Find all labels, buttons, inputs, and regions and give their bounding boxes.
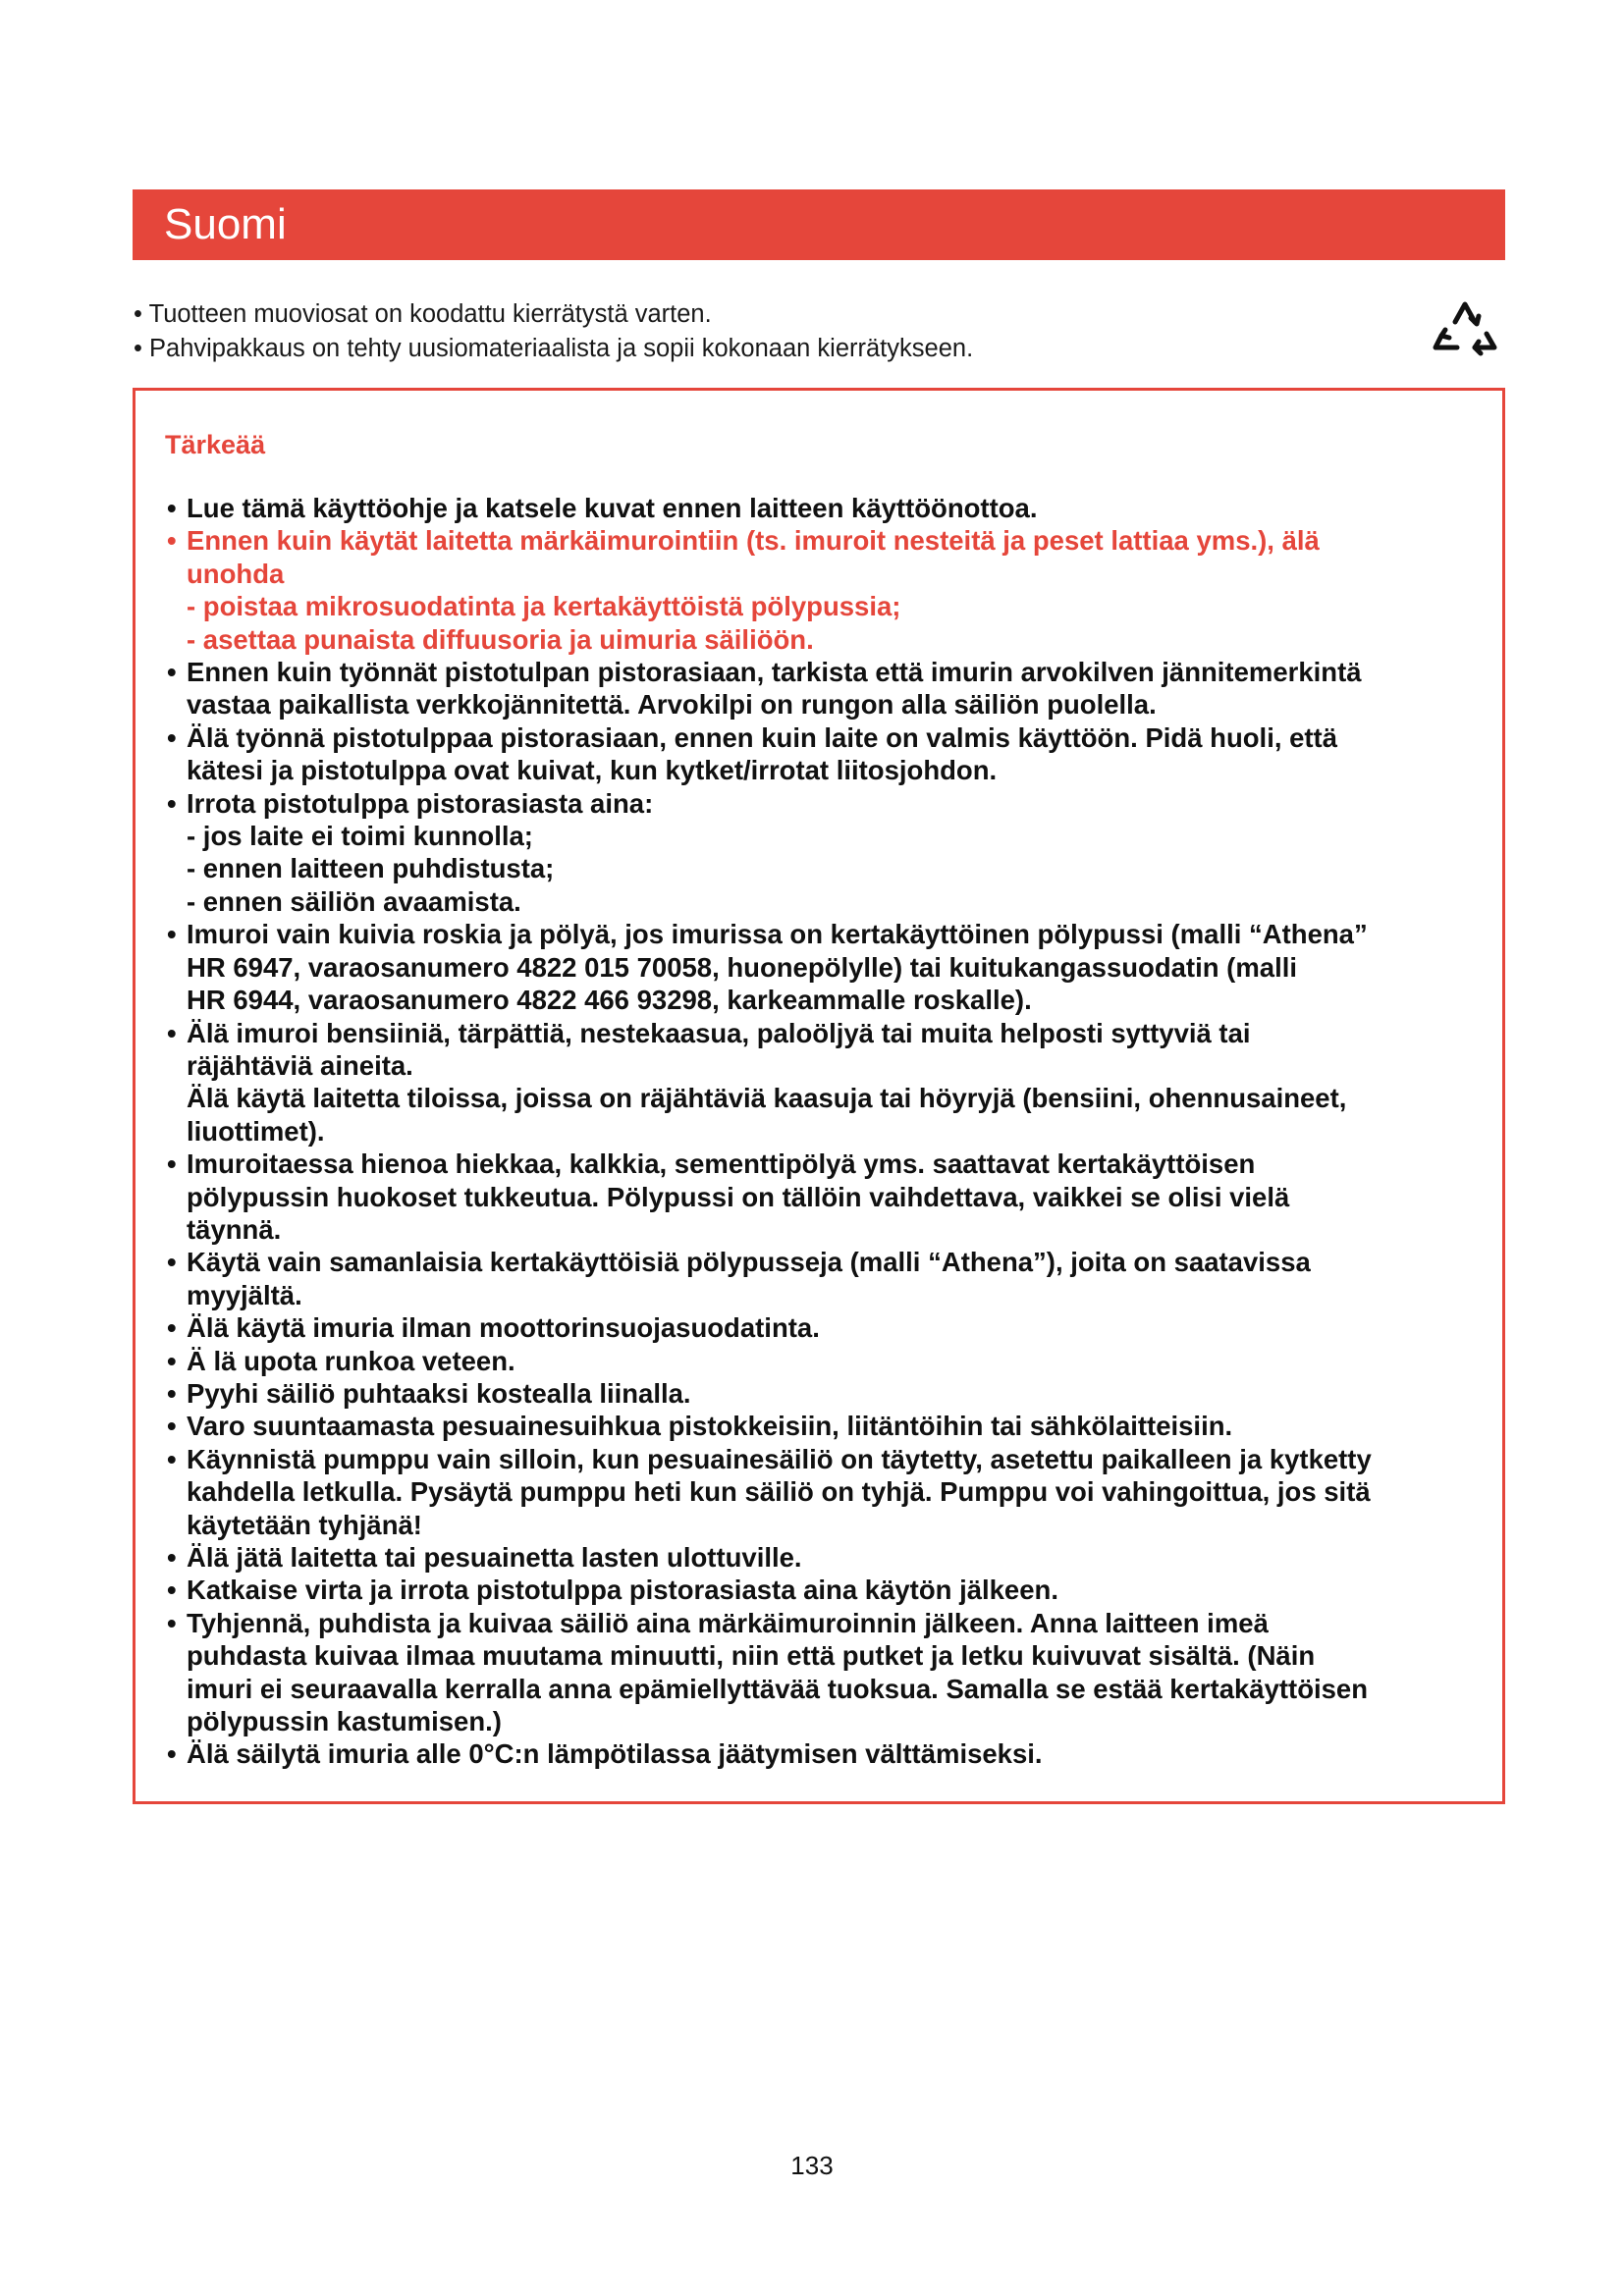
important-item	[167, 1737, 1488, 1770]
important-item-line: • Älä imuroi bensiiniä, tärpättiä, nestekaasua, palo​öljyä tai muita helposti syttyviä tai	[187, 1017, 1251, 1048]
important-item	[167, 1541, 1488, 1574]
important-item-line: täynnä.	[187, 1213, 282, 1245]
important-item-line: - poistaa mikrosuodatinta ja kertakäyttöistä pölypussia;	[187, 591, 901, 622]
recycling-note: • Pahvipakkaus on tehty uusiomateriaalista ja sopii kokonaan kierrätykseen.	[134, 335, 974, 362]
important-item	[167, 1345, 1488, 1377]
important-item-line: - ennen laitteen puhdistusta;	[187, 853, 555, 884]
important-item-line: HR 6947, varaosanumero 4822 015 70058, huonepölylle) tai kuitukangassuodatin (malli	[187, 951, 1297, 983]
important-item-line: unohda	[187, 558, 285, 589]
important-item-line: • Ennen kuin käytät laitetta märkäimurointiin (ts. imuroit nesteitä ja peset lattiaa yms.), älä	[187, 525, 1320, 557]
important-item	[167, 1607, 1488, 1738]
important-item-line: - ennen säiliön avaamista.	[187, 885, 521, 917]
important-item-line: • Imuroitaessa hienoa hiekkaa, kalkkia, sementtipölyä yms. saattavat kertakäyttöisen	[187, 1148, 1256, 1180]
important-item-line: • Ennen kuin työnnät pistotulpan pistorasiaan, tarkista että imurin arvokilven jännitemerkintä	[187, 657, 1362, 688]
important-item-line: • Ä lä upota runkoa veteen.	[187, 1345, 515, 1376]
important-item	[167, 656, 1488, 721]
important-item	[167, 1443, 1488, 1541]
recycling-notes	[134, 297, 1312, 366]
important-item-line: pölypussin huokoset tukkeutua. Pölypussi on tällöin vaihdettava, vaikkei se olisi vielä	[187, 1181, 1290, 1212]
important-item-line: • Imuroi vain kuivia roskia ja pölyä, jos imurissa on kertakäyttöinen pölypussi (malli “Athena”	[187, 919, 1368, 950]
important-item-line: vastaa paikallista verkkojännitettä. Arvokilpi on rungon alla säiliön puolella.	[187, 689, 1157, 721]
important-item-line: • Pyyhi säiliö puhtaaksi kostealla liinalla.	[187, 1377, 691, 1409]
important-item-line: Älä käytä laitetta tiloissa, joissa on räjähtäviä kaasuja tai höyryjä (bensiini, ohennusaineet,	[187, 1083, 1347, 1114]
important-item	[167, 1311, 1488, 1344]
important-item-line: • Tyhjennä, puhdista ja kuivaa säiliö aina märkäimuroinnin jälkeen. Anna laitteen imeä	[187, 1607, 1269, 1638]
important-item	[167, 1410, 1488, 1442]
recycling-note-text: Pahvipakkaus on tehty uusiomateriaalista ja sopii kokonaan kierrätykseen.	[149, 335, 974, 362]
important-item-line: • Älä käytä imuria ilman moottorinsuojasuodatinta.	[187, 1312, 820, 1344]
important-item-line: • Käynnistä pumppu vain silloin, kun pesuainesäiliö on täytetty, asetettu paikalleen ja kytketty	[187, 1443, 1372, 1474]
section-header-bar	[133, 189, 1505, 260]
important-item-line: • Varo suuntaamasta pesuainesuihkua pistokkeisiin, liitäntöihin tai sähkölaitteisiin.	[187, 1411, 1233, 1442]
important-list	[167, 492, 1488, 1771]
important-item-line: kätesi ja pistotulppa ovat kuivat, kun kytket/irrotat liitosjohdon.	[187, 755, 998, 786]
important-item-line: • Katkaise virta ja irrota pistotulppa pistorasiasta aina käytön jälkeen.	[187, 1575, 1058, 1606]
important-item-line: • Lue tämä käyttöohje ja katsele kuvat ennen laitteen käyttöönottoa.	[187, 493, 1038, 523]
important-title: Tärkeää	[165, 430, 266, 459]
important-item	[167, 524, 1488, 656]
section-title: Suomi	[164, 200, 287, 248]
important-item-line: liuottimet).	[187, 1115, 325, 1147]
important-item-line: • Käytä vain samanlaisia kertakäyttöisiä pölypusseja (malli “Athena”), joita on saatavissa	[187, 1247, 1311, 1278]
important-item-line: • Älä työnnä pistotulppaa pistorasiaan, ennen kuin laite on valmis käyttöön. Pidä huoli, että	[187, 721, 1338, 753]
important-item-line: puhdasta kuivaa ilmaa muutama minuutti, niin että putket ja letku kuivuvat sisältä. (Näin	[187, 1640, 1316, 1672]
important-item-line: imuri ei seuraavalla kerralla anna epämiellyttävää tuoksua. Samalla se estää kertakäyttöisen	[187, 1673, 1369, 1704]
important-item-line: räjähtäviä aineita.	[187, 1049, 413, 1081]
recycle-icon	[1432, 296, 1498, 359]
important-item	[167, 1574, 1488, 1606]
important-item	[167, 918, 1488, 1016]
recycling-note-text: Tuotteen muoviosat on koodattu kierrätystä varten.	[148, 300, 712, 328]
important-item-line: • Irrota pistotulppa pistorasiasta aina:	[187, 787, 654, 819]
important-item-line: HR 6944, varaosanumero 4822 466 93298, karkeammalle roskalle).	[187, 985, 1032, 1016]
important-item-line: pölypussin kastumisen.)	[187, 1706, 502, 1737]
important-item-line: - jos laite ei toimi kunnolla;	[187, 821, 533, 852]
important-item	[167, 721, 1488, 787]
important-item-line: käytetään tyhjänä!	[187, 1509, 422, 1540]
important-item	[167, 492, 1488, 524]
important-item-line: myyjältä.	[187, 1279, 302, 1310]
important-box	[133, 388, 1505, 1804]
important-item	[167, 1017, 1488, 1148]
important-item	[167, 1377, 1488, 1410]
important-item	[167, 1148, 1488, 1246]
important-item-line: • Älä jätä laitetta tai pesuainetta lasten ulottuville.	[187, 1542, 802, 1573]
page-number: 133	[790, 2151, 834, 2180]
important-item-line: - asettaa punaista diffuusoria ja uimuria säiliöön.	[187, 623, 814, 655]
recycling-note: • Tuotteen muoviosat on koodattu kierrätystä varten.	[134, 300, 712, 328]
important-item-line: • Älä säilytä imuria alle 0°C:n lämpötilassa jäätymisen välttämiseksi.	[187, 1738, 1043, 1770]
important-item	[167, 787, 1488, 919]
important-item	[167, 1246, 1488, 1311]
important-item-line: kahdella letkulla. Pysäytä pumppu heti kun säiliö on tyhjä. Pumppu voi vahingoittua, jos sitä	[187, 1476, 1371, 1508]
